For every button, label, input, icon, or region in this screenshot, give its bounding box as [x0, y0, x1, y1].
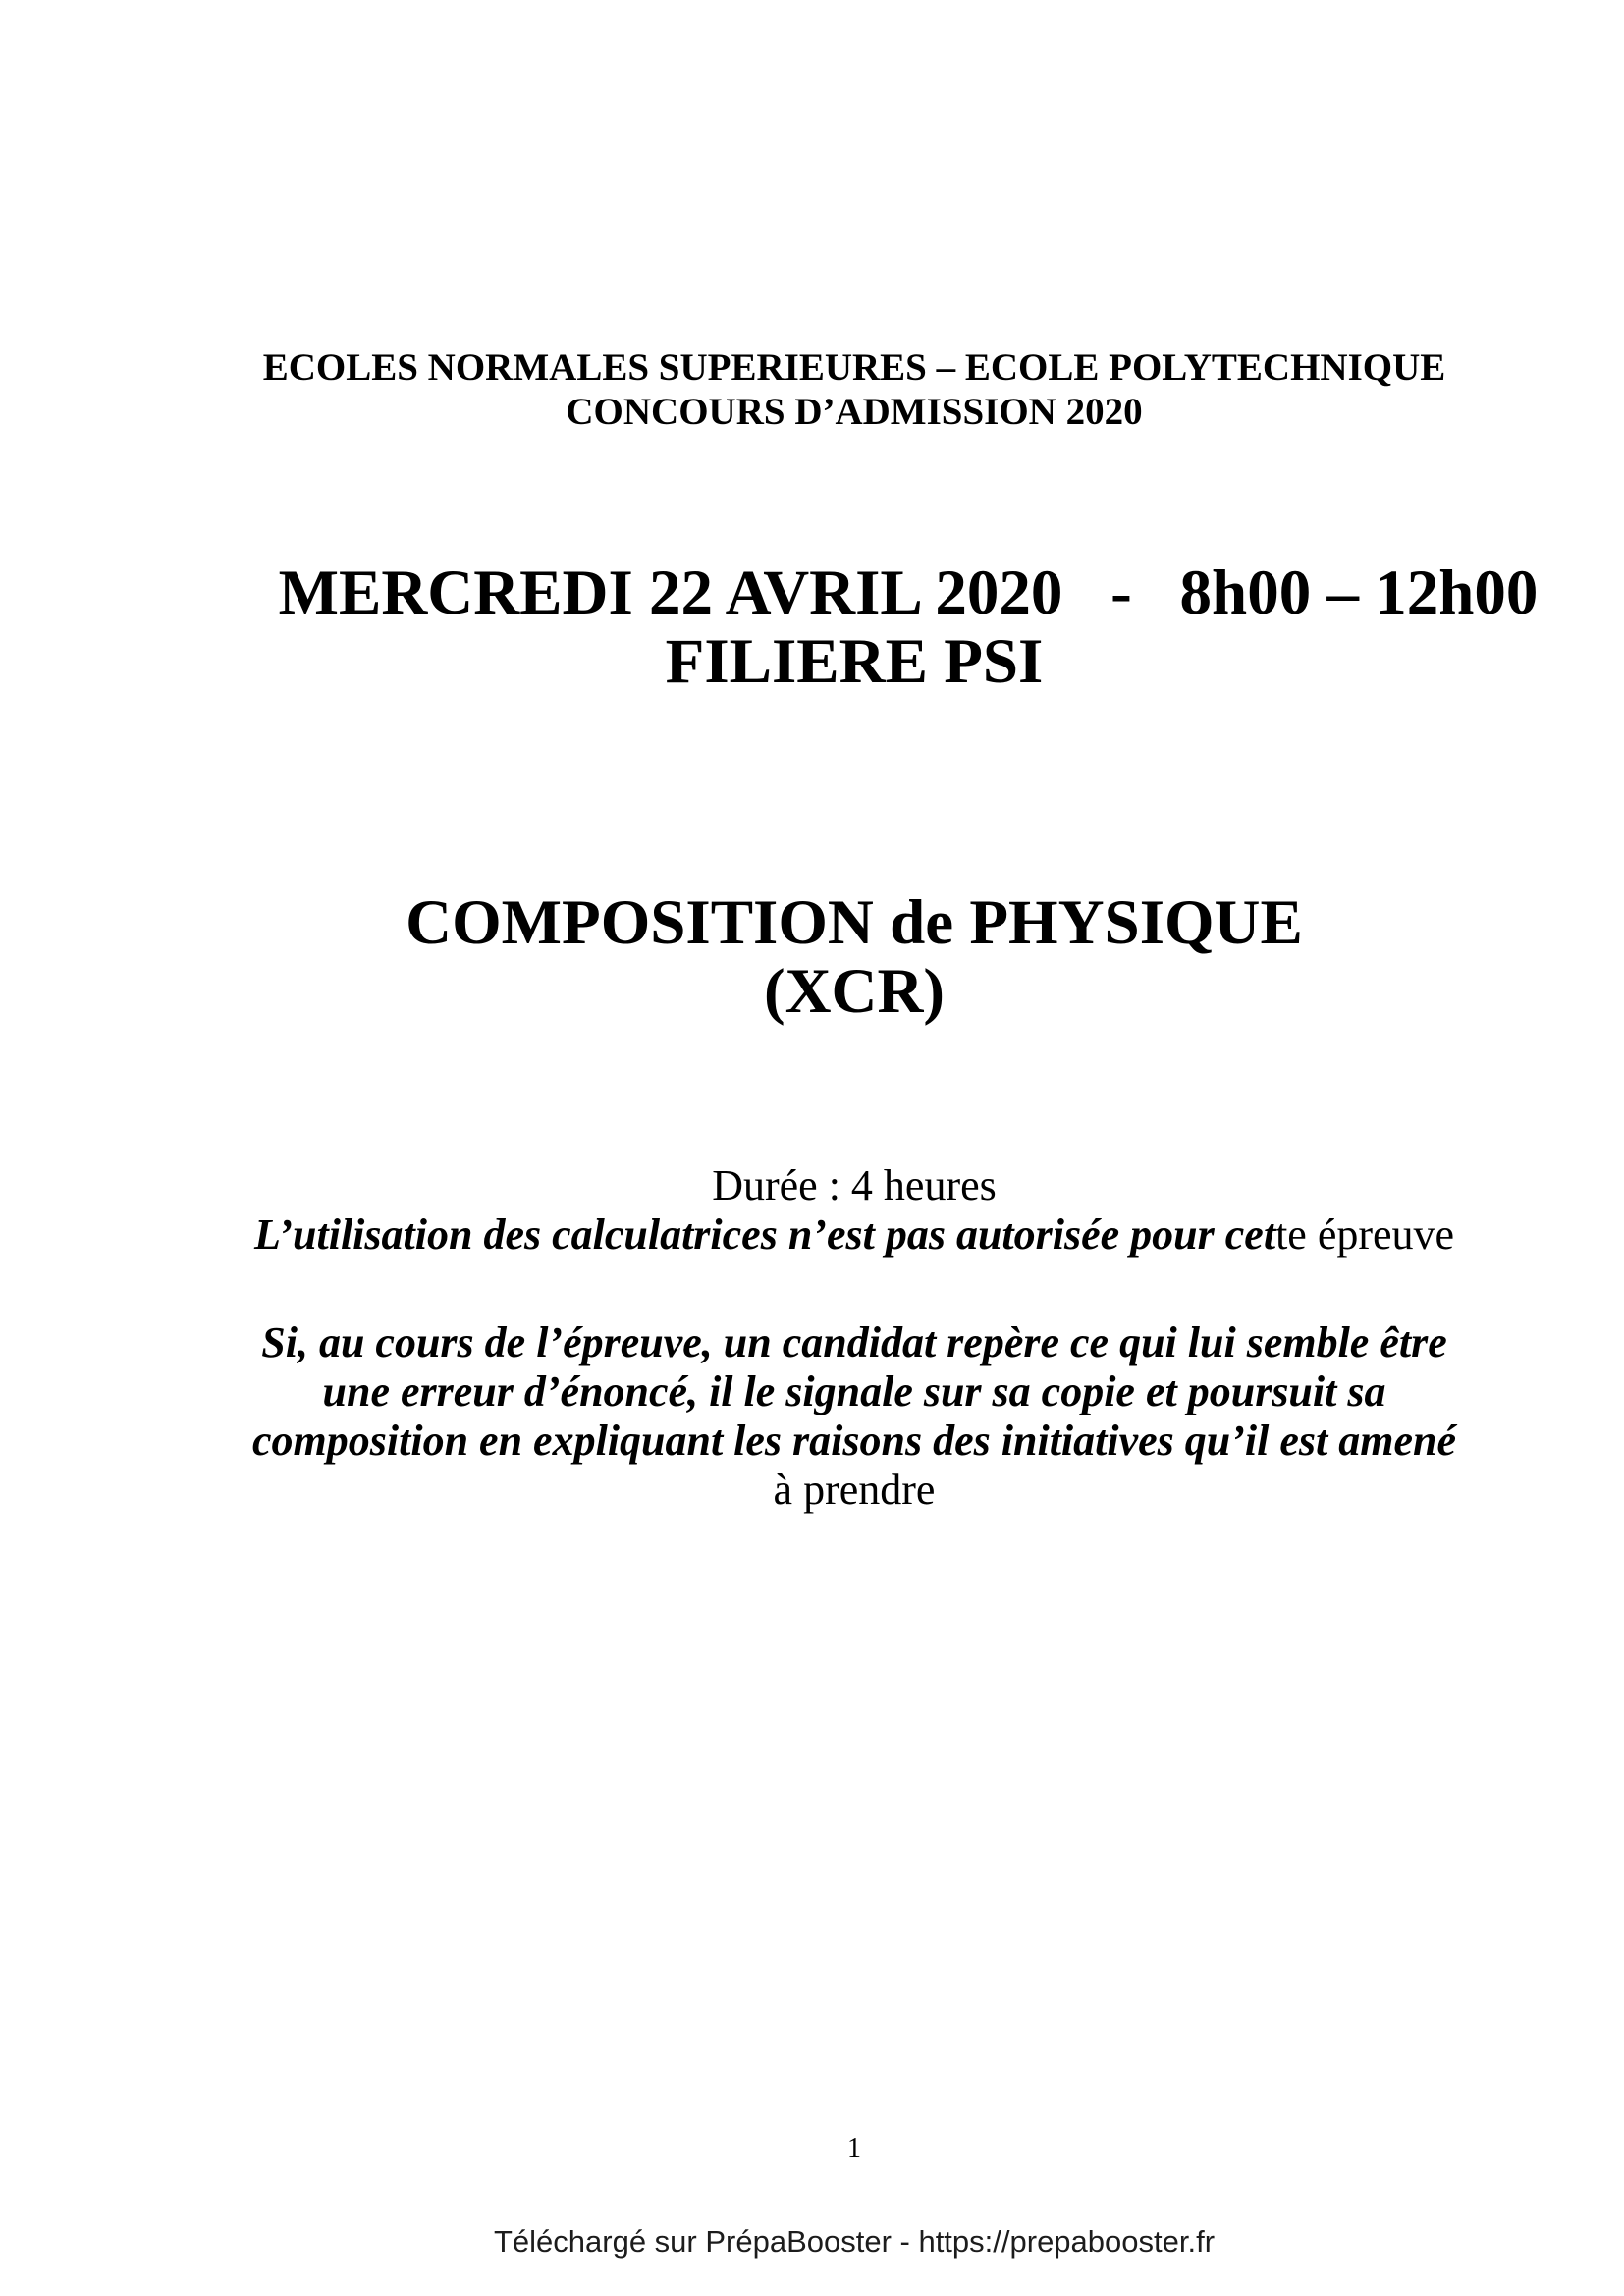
- calculator-notice: [167, 1210, 1542, 1259]
- session-block: [167, 559, 1542, 696]
- error-notice: [167, 1318, 1542, 1515]
- footer-credit: Téléchargé sur PrépaBooster - https://prepabooster.fr: [493, 2224, 1216, 2259]
- subject-title: COMPOSITION de PHYSIQUE: [406, 887, 1303, 958]
- filiere-line: FILIERE PSI: [665, 626, 1044, 697]
- subject-code: (XCR): [763, 956, 946, 1027]
- duration-block: [167, 1161, 1542, 1259]
- page-number: 1: [847, 2133, 861, 2163]
- session-date-time-line: MERCREDI 22 AVRIL 2020 - 8h00 – 12h00: [278, 558, 1539, 628]
- calculator-notice-emphasis: L’utilisation des calculatrices n’est pas autorisée pour cet: [253, 1210, 1276, 1258]
- error-notice-line-3: composition en expliquant les raisons des initiatives qu’il est amené: [252, 1416, 1456, 1465]
- calculator-notice-plain: te épreuve: [1275, 1210, 1455, 1258]
- error-notice-ending: à prendre: [773, 1466, 936, 1514]
- error-notice-line-2: une erreur d’énoncé, il le signale sur sa copie et poursuit sa: [322, 1367, 1386, 1415]
- error-notice-line-1: Si, au cours de l’épreuve, un candidat repère ce qui lui semble être: [261, 1318, 1447, 1366]
- header-concours-line: CONCOURS D’ADMISSION 2020: [566, 391, 1143, 433]
- duration-line: Durée : 4 heures: [712, 1161, 997, 1209]
- subject-block: [167, 888, 1542, 1026]
- document-header: [167, 346, 1542, 434]
- header-schools-line: ECOLES NORMALES SUPERIEURES – ECOLE POLYTECHNIQUE: [262, 347, 1446, 389]
